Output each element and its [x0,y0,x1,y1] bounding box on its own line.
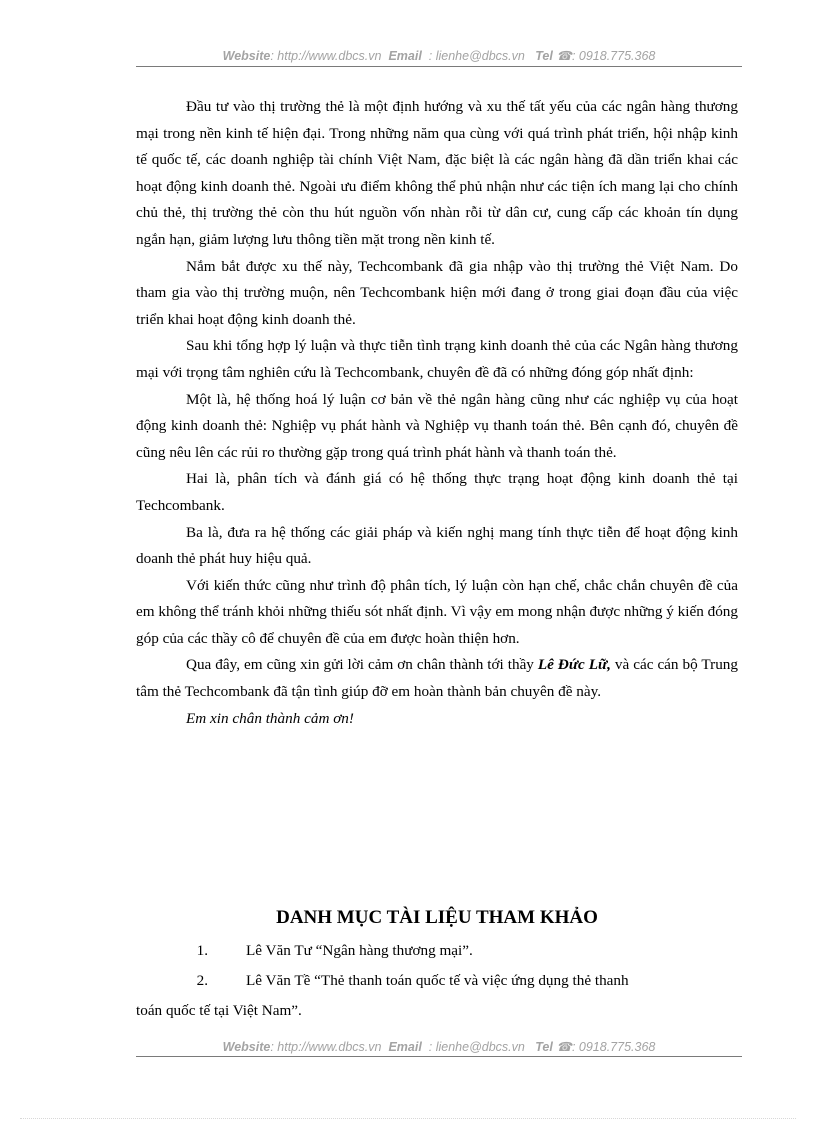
references-list [136,936,738,1026]
paragraph: Một là, hệ thống hoá lý luận cơ bản về thẻ ngân hàng cũng như các nghiệp vụ của hoạt động kinh doanh thẻ: Nghiệp vụ phát hành và Nghiệp vụ thanh toán thẻ. Bên cạnh đó, chuyên đề cũng nêu lên các rủi ro thường gặp trong quá trình phát hành và thanh toán thẻ. [136,390,738,461]
tel-value: : 0918.775.368 [571,1040,656,1054]
paragraph: Hai là, phân tích và đánh giá có hệ thống thực trạng hoạt động kinh doanh thẻ tại Techcombank. [136,470,738,514]
reference-text: Lê Văn Tề “Thẻ thanh toán quốc tế và việc ứng dụng thẻ thanh [246,972,629,989]
email-label: Email [388,49,422,63]
website-label: Website [222,1040,271,1054]
email-value[interactable]: : lienhe@dbcs.vn [428,1040,525,1054]
email-value[interactable]: : lienhe@dbcs.vn [428,49,525,63]
closing-line: Em xin chân thành cảm ơn! [186,709,354,727]
tel-label: Tel [535,1040,553,1054]
thanks-before: Qua đây, em cũng xin gửi lời cảm ơn chân thành tới thầy [186,656,538,674]
phone-icon: ☎ [556,49,572,63]
page-footer [136,1039,742,1054]
paragraph: Ba là, đưa ra hệ thống các giải pháp và kiến nghị mang tính thực tiễn để hoạt động kinh doanh thẻ phát huy hiệu quả. [136,523,738,568]
paragraph: Nắm bắt được xu thế này, Techcombank đã gia nhập vào thị trường thẻ Việt Nam. Do tham gia vào thị trường muộn, nên Techcombank hiện mới đang ở trong giai đoạn đầu của việc triển khai hoạt động kinh doanh thẻ. [136,257,738,328]
thanks-after: và các cán bộ Trung tâm thẻ Techcombank đã tận tình giúp đỡ em hoàn thành bản chuyên đề này. [136,656,738,701]
paragraph: Với kiến thức cũng như trình độ phân tích, lý luận còn hạn chế, chắc chắn chuyên đề của em không thể tránh khỏi những thiếu sót nhất định. Vì vậy em mong nhận được những ý kiến đóng góp của các thầy cô để chuyên đề của em được hoàn thiện hơn. [136,576,738,647]
website-label: Website [222,49,271,63]
teacher-name: Lê Đức Lữ, [537,656,611,674]
references-title: DANH MỤC TÀI LIỆU THAM KHẢO [276,907,598,928]
website-value[interactable]: : http://www.dbcs.vn [270,1040,382,1054]
website-value[interactable]: : http://www.dbcs.vn [270,49,382,63]
page-edge [20,1118,796,1119]
thanks-paragraph [136,652,738,705]
reference-continuation: toán quốc tế tại Việt Nam”. [136,1002,302,1019]
body-text [136,94,738,732]
email-label: Email [388,1040,422,1054]
reference-text: Lê Văn Tư “Ngân hàng thương mại”. [246,942,473,959]
reference-item [136,966,738,996]
page-header [136,48,742,63]
tel-value: : 0918.775.368 [571,49,656,63]
reference-number: 1. [196,942,208,959]
reference-item [136,936,738,966]
header-rule [136,66,742,67]
phone-icon: ☎ [556,1040,572,1054]
reference-number: 2. [196,972,208,989]
paragraph: Sau khi tổng hợp lý luận và thực tiễn tình trạng kinh doanh thẻ của các Ngân hàng thương mại với trọng tâm nghiên cứu là Techcombank, chuyên đề đã có những đóng góp nhất định: [136,337,738,381]
paragraph: Đầu tư vào thị trường thẻ là một định hướng và xu thế tất yếu của các ngân hàng thương mại trong nền kinh tế hiện đại. Trong những năm qua cùng với quá trình phát triển, hội nhập kinh tế quốc tế, các doanh nghiệp tài chính Việt Nam, đặc biệt là các ngân hàng đã dần triển khai các hoạt động kinh doanh thẻ. Ngoài ưu điểm không thể phủ nhận như các tiện ích mang lại cho chính chủ thẻ, thị trường thẻ còn thu hút nguồn vốn nhàn rỗi từ dân cư, cung cấp các khoản tín dụng ngắn hạn, giảm lượng lưu thông tiền mặt trong nền kinh tế. [136,98,738,248]
footer-rule [136,1056,742,1057]
tel-label: Tel [535,49,553,63]
